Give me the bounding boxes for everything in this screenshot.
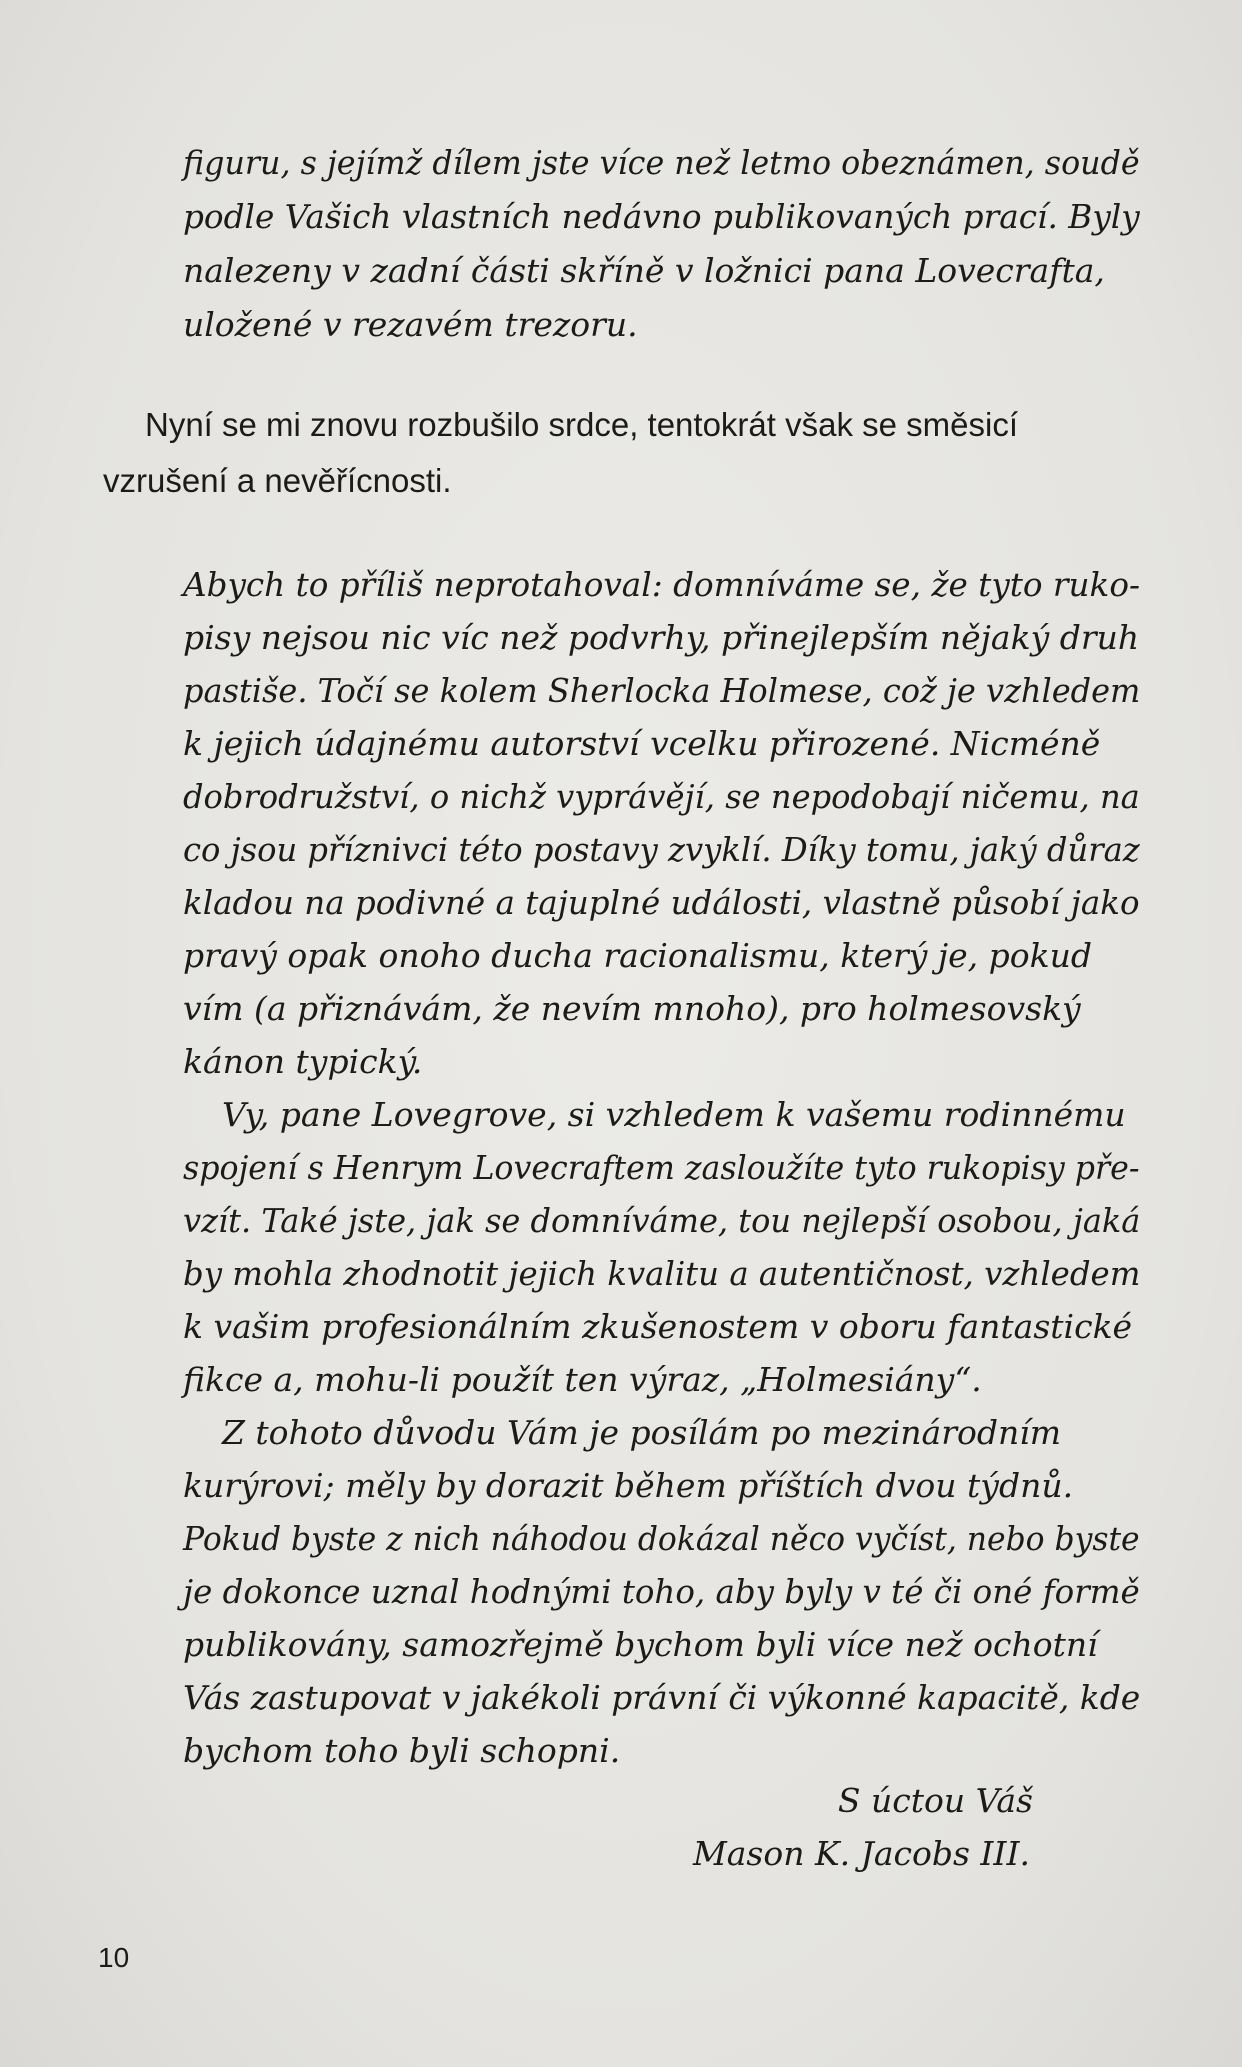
letter-line: je dokonce uznal hodnými toho, aby byly v té či oné formě bbox=[183, 1572, 1140, 1611]
letter-line: publikovány, samozřejmě bychom byli více než ochotní bbox=[183, 1625, 1098, 1664]
letter-line: Vás zastupovat v jakékoli právní či výkonné kapacitě, kde bbox=[183, 1678, 1141, 1717]
letter-line: pastiše. Točí se kolem Sherlocka Holmese, což je vzhledem bbox=[183, 671, 1141, 710]
letter-line: Z tohoto důvodu Vám je posílám po mezinárodním bbox=[222, 1413, 1062, 1452]
letter-line: fikce a, mohu-li použít ten výraz, „Holmesiány“. bbox=[183, 1360, 982, 1399]
letter-line: k jejich údajnému autorství vcelku přirozené. Nicméně bbox=[183, 724, 1101, 763]
letter-line: Abych to příliš neprotahoval: domníváme se, že tyto ruko- bbox=[183, 565, 1141, 604]
letter-line: nalezeny v zadní části skříně v ložnici pana Lovecrafta, bbox=[183, 251, 1105, 290]
letter-line: uložené v rezavém trezoru. bbox=[183, 305, 638, 344]
letter-line: k vašim profesionálním zkušenostem v oboru fantastické bbox=[183, 1307, 1133, 1346]
letter-line: Pokud byste z nich náhodou dokázal něco vyčíst, nebo byste bbox=[183, 1519, 1140, 1558]
letter-line: kladou na podivné a tajuplné události, vlastně působí jako bbox=[183, 883, 1140, 922]
letter-line: Vy, pane Lovegrove, si vzhledem k vašemu rodinnému bbox=[222, 1095, 1126, 1134]
letter-line: figuru, s jejímž dílem jste více než letmo obeznámen, soudě bbox=[183, 143, 1140, 182]
narration-line: Nyní se mi znovu rozbušilo srdce, tentokrát však se směsicí bbox=[145, 406, 1018, 443]
letter-line: podle Vašich vlastních nedávno publikovaných prací. Byly bbox=[183, 197, 1140, 236]
letter-line: co jsou příznivci této postavy zvyklí. Díky tomu, jaký důraz bbox=[183, 830, 1140, 869]
letter-line: bychom toho byli schopni. bbox=[183, 1731, 621, 1770]
letter-line: vím (a přiznávám, že nevím mnoho), pro holmesovský bbox=[183, 989, 1081, 1028]
letter-line: kurýrovi; měly by dorazit během příštích dvou týdnů. bbox=[183, 1466, 1074, 1505]
letter-line: kánon typický. bbox=[183, 1042, 423, 1081]
page-number: 10 bbox=[98, 1942, 130, 1973]
letter-line: by mohla zhodnotit jejich kvalitu a autentičnost, vzhledem bbox=[183, 1254, 1141, 1293]
letter-line: pisy nejsou nic víc než podvrhy, přinejlepším nějaký druh bbox=[183, 618, 1140, 657]
letter-line: vzít. Také jste, jak se domníváme, tou nejlepší osobou, jaká bbox=[183, 1201, 1141, 1240]
letter-signature: Mason K. Jacobs III. bbox=[692, 1834, 1030, 1873]
letter-line: spojení s Henrym Lovecraftem zasloužíte tyto rukopisy pře- bbox=[183, 1148, 1140, 1187]
letter-line: dobrodružství, o nichž vyprávějí, se nepodobají ničemu, na bbox=[183, 777, 1140, 816]
letter-line: pravý opak onoho ducha racionalismu, který je, pokud bbox=[183, 936, 1093, 975]
letter-closing: S úctou Váš bbox=[837, 1781, 1033, 1820]
narration-line: vzrušení a nevěřícnosti. bbox=[103, 462, 452, 499]
